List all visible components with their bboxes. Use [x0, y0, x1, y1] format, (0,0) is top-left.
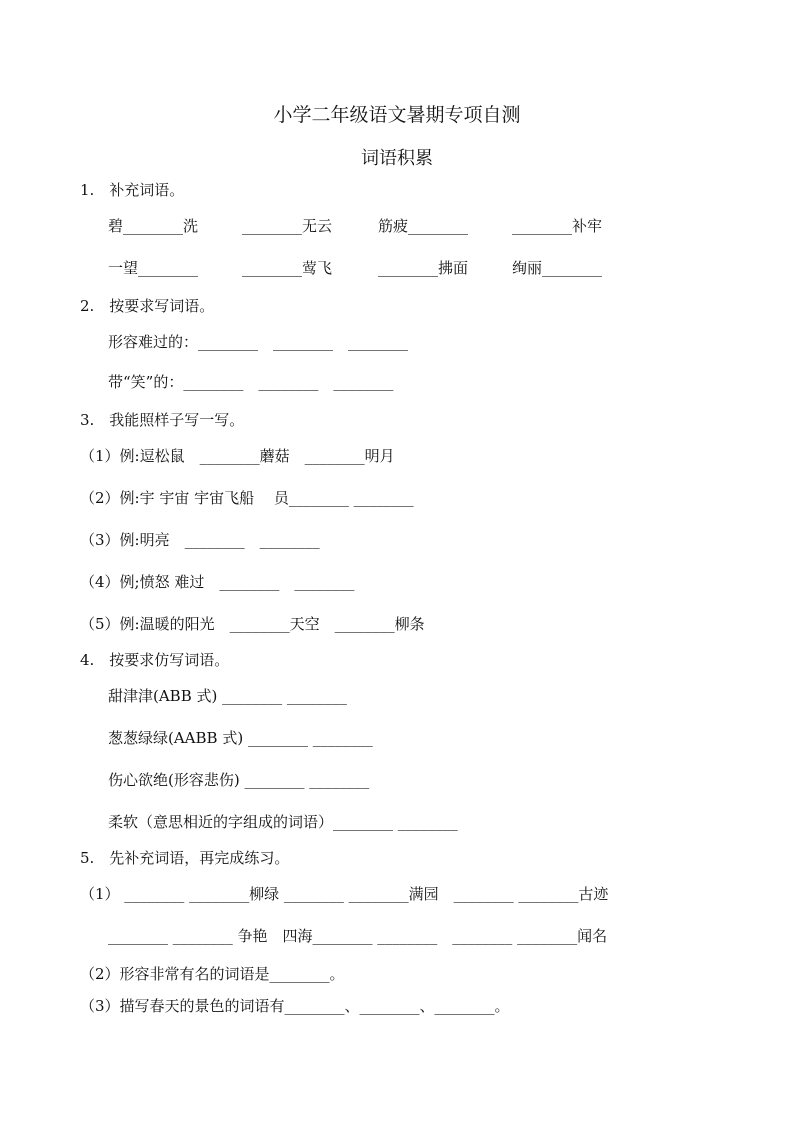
blank-item[interactable]: 碧________洗 — [108, 217, 199, 235]
question-1-heading: 1. 补充词语。 — [80, 181, 185, 199]
question-5-line[interactable]: ________ ________ 争艳 四海________ ________ ________ ________闻名 — [108, 927, 608, 945]
question-3-line[interactable]: （5）例:温暖的阳光 ________天空 ________柳条 — [80, 615, 425, 633]
question-5-line[interactable]: （2）形容非常有名的词语是________。 — [80, 965, 345, 983]
question-3-line[interactable]: （4）例;愤怒 难过 ________ ________ — [80, 573, 355, 591]
blank-item[interactable]: ________补牢 — [512, 217, 603, 235]
question-3-line[interactable]: （2）例:宇 宇宙 宇宙飞船 员________ ________ — [80, 489, 414, 507]
blank-item[interactable]: ________拂面 — [378, 259, 469, 277]
question-4-line[interactable]: 伤心欲绝(形容悲伤) ________ ________ — [108, 771, 370, 789]
question-4-heading: 4. 按要求仿写词语。 — [80, 651, 230, 669]
question-3-line[interactable]: （3）例:明亮 ________ ________ — [80, 531, 320, 549]
question-2-heading: 2. 按要求写词语。 — [80, 297, 215, 315]
blank-item[interactable]: 绚丽________ — [512, 259, 603, 277]
question-4-line[interactable]: 葱葱绿绿(AABB 式) ________ ________ — [108, 729, 373, 747]
blank-item[interactable]: 一望________ — [108, 259, 199, 277]
question-4-line[interactable]: 柔软（意思相近的字组成的词语）________ ________ — [108, 813, 458, 831]
page-subtitle: 词语积累 — [361, 148, 433, 169]
question-3-heading: 3. 我能照样子写一写。 — [80, 411, 245, 429]
question-5-heading: 5. 先补充词语，再完成练习。 — [80, 849, 290, 867]
blank-item[interactable]: ________无云 — [242, 217, 333, 235]
question-5-line[interactable]: （3）描写春天的景色的词语有________、________、________。 — [80, 997, 510, 1015]
question-2-line[interactable]: 形容难过的：________ ________ ________ — [108, 333, 409, 351]
blank-item[interactable]: 筋疲________ — [378, 217, 469, 235]
question-2-line[interactable]: 带“笑”的：________ ________ ________ — [108, 373, 394, 391]
page-title: 小学二年级语文暑期专项自测 — [273, 104, 521, 126]
question-4-line[interactable]: 甜津津(ABB 式) ________ ________ — [108, 687, 347, 705]
question-5-line[interactable]: （1） ________ ________柳绿 ________ ________满园 ________ ________古迹 — [80, 885, 609, 903]
blank-item[interactable]: ________莺飞 — [242, 259, 333, 277]
question-3-line[interactable]: （1）例:逗松鼠 ________蘑菇 ________明月 — [80, 447, 395, 465]
